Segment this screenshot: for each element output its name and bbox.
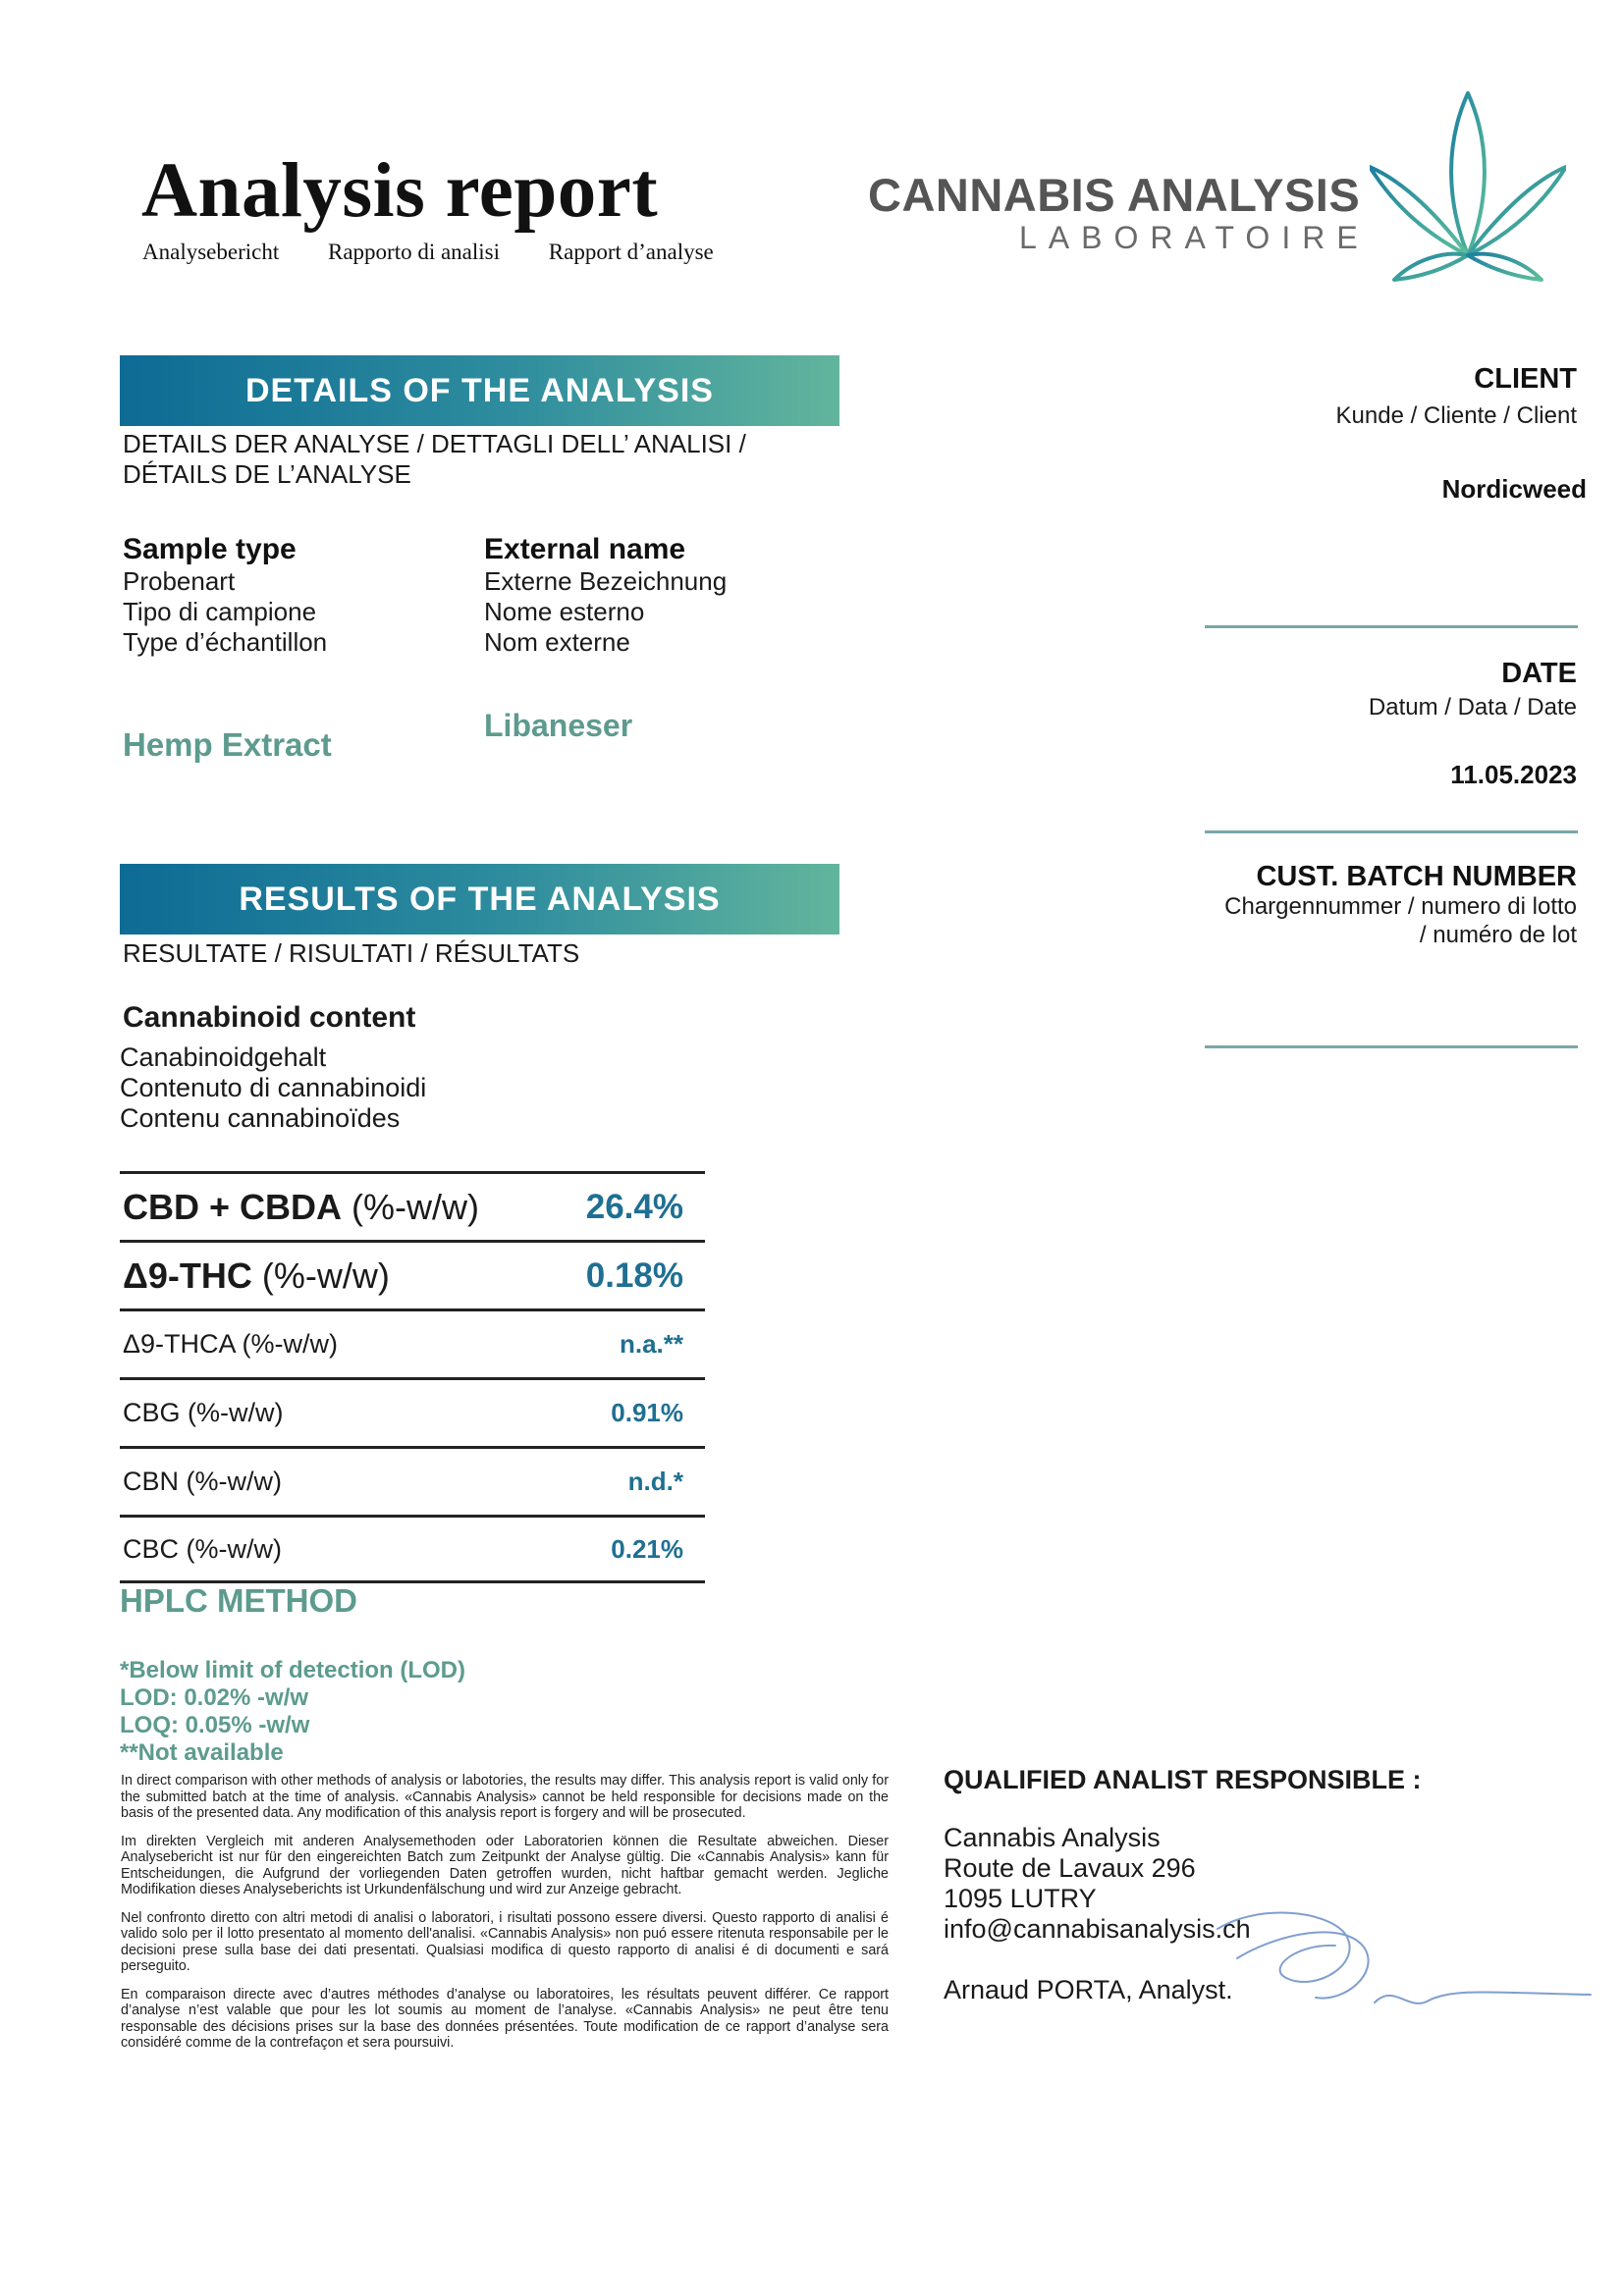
cannabinoid-it: Contenuto di cannabinoidi bbox=[120, 1073, 427, 1102]
table-row bbox=[120, 1446, 705, 1515]
subtitle-fr: Rapport d’analyse bbox=[548, 240, 714, 264]
batch-divider bbox=[1205, 1045, 1578, 1048]
footnote-lod: *Below limit of detection (LOD) bbox=[120, 1657, 465, 1683]
cannabinoid-translations bbox=[120, 1042, 426, 1134]
client-heading: CLIENT bbox=[1474, 363, 1577, 395]
cannabinoid-heading: Cannabinoid content bbox=[123, 1001, 416, 1034]
table-row bbox=[120, 1308, 705, 1377]
disclaimer-it: Nel confronto diretto con altri metodi di analisi o laboratori, i risultati possono essere diversi. Questo rapporto di analisi é valido solo per il lotto presentato al momento dell'analisi. «Cannabis Analysis» non puó essere ritenuta responsabile per le decisioni prese sulla base dei dati presentati. Qualsiasi modifica di questo rapporto di analisi é di documenti e sará perseguito. bbox=[121, 1909, 889, 1974]
analyst-email: info@cannabisanalysis.ch bbox=[944, 1914, 1251, 1944]
footnotes bbox=[120, 1657, 465, 1767]
result-name: CBC (%-w/w) bbox=[123, 1533, 282, 1564]
analyst-name: Arnaud PORTA, Analyst. bbox=[944, 1975, 1233, 2004]
batch-heading: CUST. BATCH NUMBER bbox=[1256, 861, 1577, 892]
external-name-it: Nome esterno bbox=[484, 597, 645, 626]
result-value: 26.4% bbox=[585, 1187, 683, 1226]
cannabis-leaf-icon bbox=[1370, 88, 1566, 294]
disclaimer-fr: En comparaison directe avec d’autres méthodes d’analyse ou laboratoires, les résultats peuvent différer. Ce rapport d’analyse n’est valable que pour les lot soumis au moment de l’analyse. «Cannabis Analysis» ne peut être tenu responsable des décisions prises sur la base des données présentées. Toute modification de ce rapport d’analyse sera considéré comme de la contrefaçon et sera poursuivi. bbox=[121, 1986, 889, 2051]
external-name-de: Externe Bezeichnung bbox=[484, 566, 728, 596]
date-divider bbox=[1205, 830, 1578, 833]
disclaimer-en: In direct comparison with other methods of analysis or labotories, the results may differ. This analysis report is valid only for the submitted batch at the time of analysis. «Cannabis Analysis» cannot be held responsible for decisions made on the basis of the presented data. Any modification of this analysis report is forgery and will be prosecuted. bbox=[121, 1773, 889, 1821]
page-title: Analysis report bbox=[141, 148, 659, 234]
result-value: n.d.* bbox=[627, 1467, 683, 1496]
sample-type-it: Tipo di campione bbox=[123, 597, 317, 626]
batch-sub-line2: / numéro de lot bbox=[1419, 922, 1577, 948]
analyst-city: 1095 LUTRY bbox=[944, 1884, 1097, 1913]
footnote-loq-value: LOQ: 0.05% -w/w bbox=[120, 1712, 310, 1738]
signature-image bbox=[1198, 1875, 1610, 2032]
analyst-heading: QUALIFIED ANALIST RESPONSIBLE : bbox=[944, 1765, 1422, 1794]
result-value: n.a.** bbox=[619, 1329, 683, 1359]
subtitle-it: Rapporto di analisi bbox=[327, 240, 501, 264]
details-subtitle-line1: DETAILS DER ANALYSE / DETTAGLI DELL’ ANALISI / bbox=[123, 429, 746, 458]
client-divider bbox=[1205, 625, 1578, 628]
sample-type-value: Hemp Extract bbox=[123, 726, 332, 763]
details-banner: DETAILS OF THE ANALYSIS bbox=[120, 355, 839, 426]
sample-type-heading: Sample type bbox=[123, 533, 297, 565]
disclaimers bbox=[121, 1773, 889, 2063]
results-table bbox=[120, 1171, 705, 1583]
details-subtitle-line2: DÉTAILS DE L’ANALYSE bbox=[123, 459, 411, 489]
results-banner: RESULTS OF THE ANALYSIS bbox=[120, 864, 839, 934]
date-sub: Datum / Data / Date bbox=[1368, 694, 1577, 721]
date-heading: DATE bbox=[1501, 658, 1577, 689]
date-value: 11.05.2023 bbox=[1450, 760, 1577, 789]
external-name-value: Libaneser bbox=[484, 708, 633, 743]
footnote-lod-value: LOD: 0.02% -w/w bbox=[120, 1684, 309, 1711]
lab-name: CANNABIS ANALYSIS bbox=[868, 169, 1361, 221]
details-subtitle bbox=[123, 429, 849, 490]
client-sub: Kunde / Cliente / Client bbox=[1335, 402, 1577, 429]
result-value: 0.91% bbox=[611, 1398, 683, 1427]
results-subtitle: RESULTATE / RISULTATI / RÉSULTATS bbox=[123, 938, 580, 968]
footnote-na: **Not available bbox=[120, 1739, 284, 1766]
lab-subtitle: LABORATOIRE bbox=[1019, 220, 1370, 255]
analyst-street: Route de Lavaux 296 bbox=[944, 1853, 1196, 1883]
external-name-fr: Nom externe bbox=[484, 627, 630, 657]
result-name: Δ9-THC (%-w/w) bbox=[123, 1255, 390, 1296]
result-value: 0.21% bbox=[611, 1533, 683, 1564]
subtitle-de: Analysebericht bbox=[142, 240, 280, 264]
result-name: Δ9-THCA (%-w/w) bbox=[123, 1329, 339, 1359]
result-name: CBD + CBDA (%-w/w) bbox=[123, 1186, 479, 1227]
external-name-heading: External name bbox=[484, 533, 686, 565]
batch-sub bbox=[1224, 892, 1577, 949]
title-translations bbox=[142, 240, 757, 265]
sample-type-de: Probenart bbox=[123, 566, 236, 596]
cannabinoid-de: Canabinoidgehalt bbox=[120, 1042, 327, 1072]
external-name-block bbox=[484, 533, 727, 658]
sample-type-fr: Type d’échantillon bbox=[123, 627, 328, 657]
batch-sub-line1: Chargennummer / numero di lotto bbox=[1224, 893, 1577, 920]
result-name: CBG (%-w/w) bbox=[123, 1398, 284, 1427]
cannabinoid-fr: Contenu cannabinoïdes bbox=[120, 1103, 401, 1133]
table-row bbox=[120, 1240, 705, 1308]
analyst-company: Cannabis Analysis bbox=[944, 1823, 1161, 1852]
client-value: Nordicweed bbox=[1441, 474, 1587, 504]
table-row bbox=[120, 1377, 705, 1446]
disclaimer-de: Im direkten Vergleich mit anderen Analysemethoden oder Laboratorien können die Resultate abweichen. Dieser Analysebericht ist nur für den eingereichten Batch zum Zeitpunkt der Analyse gültig. Die «Cannabis Analysis» kann für Entscheidungen, die Aufgrund der vorliegenden Daten getroffen wurden, nicht haftbar gemacht werden. Jegliche Modifikation dieses Analyseberichts ist Urkundenfälschung und wird zur Anzeige gebracht. bbox=[121, 1833, 889, 1897]
result-value: 0.18% bbox=[585, 1255, 683, 1295]
method-label: HPLC METHOD bbox=[120, 1582, 357, 1619]
result-name: CBN (%-w/w) bbox=[123, 1467, 282, 1496]
sample-type-block bbox=[123, 533, 327, 658]
table-row bbox=[120, 1515, 705, 1583]
table-row bbox=[120, 1171, 705, 1240]
